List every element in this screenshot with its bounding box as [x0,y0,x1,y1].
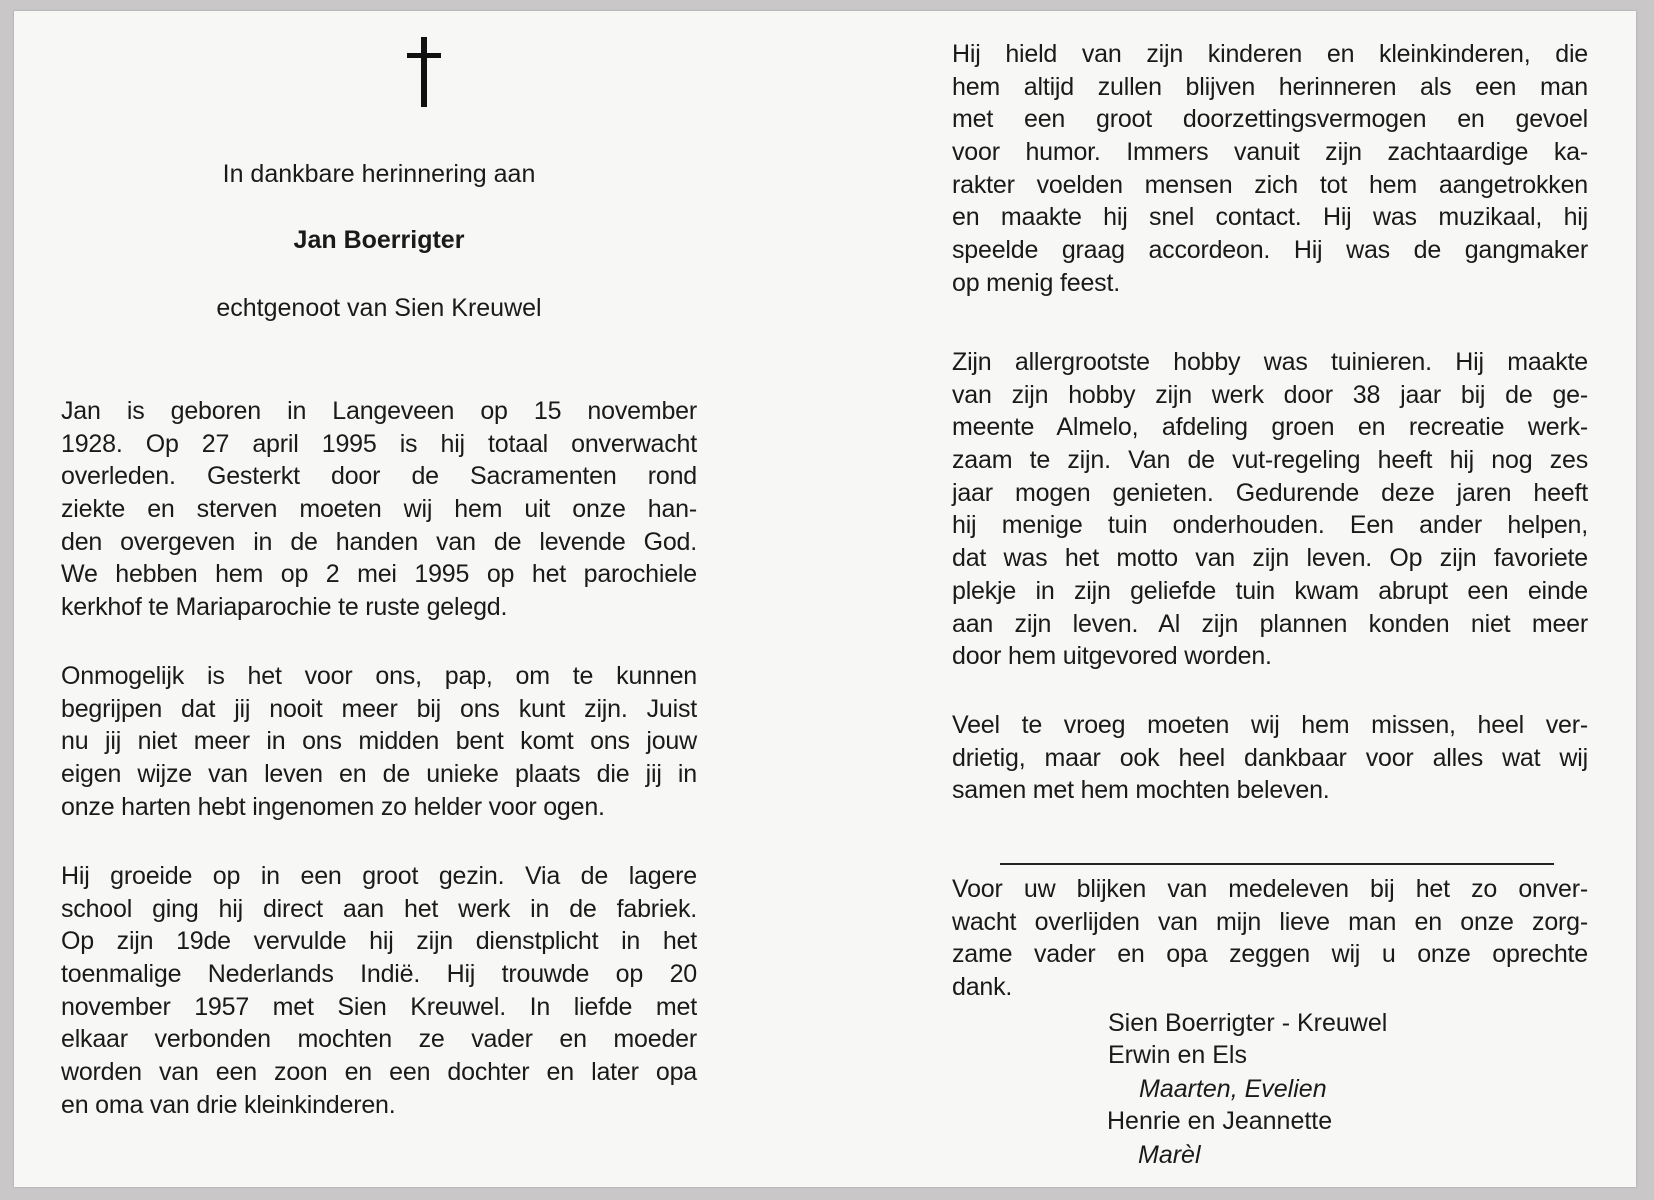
text-line: Voor uw blijken van medeleven bij het zo onver- [952,875,1588,903]
text-line: Jan is geboren in Langeveen op 15 november [61,397,697,425]
paragraph [61,395,697,624]
text-line: Hij hield van zijn kinderen en kleinkinderen, die [952,40,1588,68]
text-line: van zijn hobby zijn werk door 38 jaar bij de ge- [952,380,1588,409]
text-line: en oma van drie kleinkinderen. [61,1090,396,1119]
text-line: 1928. Op 27 april 1995 is hij totaal onverwacht [61,429,697,458]
text-line: zame vader en opa zeggen wij u onze oprechte [952,940,1588,969]
text-line: elkaar verbonden mochten ze vader en moeder [61,1025,697,1054]
text-line: Veel te vroeg moeten wij hem missen, heel ver- [952,711,1588,739]
text-line: overleden. Gesterkt door de Sacramenten rond [61,462,697,491]
text-line: jaar mogen genieten. Gedurende deze jaren heeft [952,478,1588,507]
signature-line: Erwin en Els [1108,1041,1247,1069]
text-line: meente Almelo, afdeling groen en recreatie werk- [952,413,1588,442]
paragraph [61,860,697,1122]
text-line: eigen wijze van leven en de unieke plaats die jij in [61,760,697,789]
text-line: rakter voelden mensen zich tot hem aangetrokken [952,170,1588,199]
spouse-text: echtgenoot van Sien Kreuwel [216,294,542,322]
text-line: hem altijd zullen blijven herinneren als een man [952,72,1588,101]
text-line: toenmalige Nederlands Indië. Hij trouwde op 20 [61,960,697,989]
text-line: ziekte en sterven moeten wij hem uit onze han- [61,495,697,524]
text-line: Zijn allergrootste hobby was tuinieren. Hij maakte [952,348,1588,376]
text-line: kerkhof te Mariaparochie te ruste gelegd. [61,593,508,622]
memorial-card [14,11,1636,1187]
deceased-name: Jan Boerrigter [293,226,465,254]
text-line: en maakte hij snel contact. Hij was muzikaal, hij [952,203,1588,232]
text-line: op menig feest. [952,268,1120,297]
signature-line: Henrie en Jeannette [1107,1107,1333,1135]
paragraph [952,346,1588,673]
paragraph [952,38,1588,300]
text-line: Onmogelijk is het voor ons, pap, om te kunnen [61,662,697,690]
text-line: dat was het motto van zijn leven. Op zijn favoriete [952,544,1588,573]
text-line: onze harten hebt ingenomen zo helder voor ogen. [61,792,605,821]
text-line: aan zijn leven. Al zijn plannen konden niet meer [952,609,1588,638]
text-line: nu jij niet meer in ons midden bent komt ons jouw [61,727,697,756]
text-line: november 1957 met Sien Kreuwel. In liefde met [61,992,697,1021]
text-line: Hij groeide op in een groot gezin. Via de lagere [61,862,697,890]
signature-line: Maarten, Evelien [1139,1075,1327,1103]
paragraph [952,709,1588,807]
thanks-paragraph [952,873,1588,1004]
text-line: voor humor. Immers vanuit zijn zachtaardige ka- [952,138,1588,167]
text-line: drietig, maar ook heel dankbaar voor alles wat wij [952,743,1588,772]
text-line: den overgeven in de handen van de levende God. [61,527,697,556]
text-line: school ging hij direct aan het werk in de fabriek. [61,894,697,923]
text-line: samen met hem mochten beleven. [952,776,1330,805]
text-line: door hem uitgevored worden. [952,642,1272,671]
intro-text: In dankbare herinnering aan [222,160,536,188]
text-line: worden van een zoon en een dochter en later opa [61,1058,697,1087]
text-line: dank. [952,973,1013,1002]
text-line: hij menige tuin onderhouden. Een ander helpen, [952,511,1588,540]
text-line: met een groot doorzettingsvermogen en gevoel [952,105,1588,134]
text-line: speelde graag accordeon. Hij was de gangmaker [952,236,1588,265]
divider [1000,863,1554,865]
cross-icon [401,37,447,107]
text-line: plekje in zijn geliefde tuin kwam abrupt een einde [952,576,1588,605]
signature-line: Marèl [1138,1141,1201,1169]
paragraph [61,660,697,823]
text-line: wacht overlijden van mijn lieve man en onze zorg- [952,907,1588,936]
text-line: begrijpen dat jij nooit meer bij ons kunt zijn. Juist [61,694,697,723]
signature-line: Sien Boerrigter - Kreuwel [1108,1009,1388,1037]
text-line: Op zijn 19de vervulde hij zijn dienstplicht in het [61,927,697,956]
text-line: zaam te zijn. Van de vut-regeling heeft hij nog zes [952,446,1588,475]
text-line: We hebben hem op 2 mei 1995 op het parochiele [61,560,697,589]
